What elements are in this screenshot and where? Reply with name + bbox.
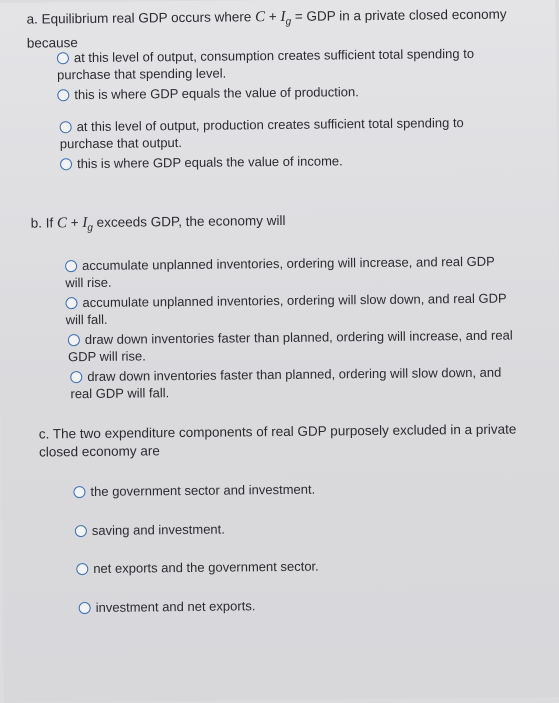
radio-button[interactable] <box>60 121 72 133</box>
radio-button[interactable] <box>79 602 91 614</box>
option-label: draw down inventories faster than planned, ordering will slow down, and real GDP will fall. <box>70 364 502 402</box>
radio-button[interactable] <box>76 563 88 575</box>
option-label: net exports and the government sector. <box>93 558 319 576</box>
option-c3[interactable] <box>76 556 516 578</box>
subscript-g: g <box>87 222 94 234</box>
var-i: I <box>280 8 286 25</box>
option-a1[interactable] <box>57 45 497 84</box>
radio-button[interactable] <box>68 334 80 346</box>
option-a4[interactable] <box>60 151 500 173</box>
question-b-suffix: exceeds GDP, the economy will <box>92 212 286 230</box>
radio-button[interactable] <box>57 52 69 64</box>
question-c <box>39 420 529 461</box>
option-label: saving and investment. <box>91 521 225 538</box>
option-b2[interactable] <box>65 290 515 329</box>
var-i: I <box>82 215 88 232</box>
option-label: this is where GDP equals the value of income. <box>76 153 343 172</box>
option-a3[interactable] <box>60 114 500 153</box>
plus-sign: + <box>66 215 83 231</box>
var-c: C <box>56 215 68 232</box>
radio-button[interactable] <box>75 525 87 537</box>
radio-button[interactable] <box>70 371 82 383</box>
option-label: accumulate unplanned inventories, ordering will increase, and real GDP will rise. <box>65 253 495 291</box>
option-c1[interactable] <box>73 479 513 501</box>
option-c2[interactable] <box>75 518 515 540</box>
subscript-g: g <box>285 16 292 28</box>
question-a-suffix: = GDP in a private closed economy because <box>26 6 507 51</box>
option-label: investment and net exports. <box>95 598 256 615</box>
radio-button[interactable] <box>60 158 72 170</box>
question-b-prefix: b. If <box>30 215 58 231</box>
question-c-text: c. The two expenditure components of real GDP purposely excluded in a private closed economy are <box>38 421 517 460</box>
option-b1[interactable] <box>65 253 510 292</box>
option-b3[interactable] <box>68 326 523 365</box>
radio-button[interactable] <box>65 260 77 272</box>
option-label: this is where GDP equals the value of production. <box>74 84 359 103</box>
question-b-text <box>31 210 511 239</box>
plus-sign: + <box>265 8 281 25</box>
option-a2[interactable] <box>57 82 497 104</box>
radio-button[interactable] <box>57 89 69 101</box>
question-a-prefix: a. Equilibrium real GDP occurs where <box>26 9 256 27</box>
option-label: at this level of output, production creates sufficient total spending to purchase that output. <box>59 115 464 152</box>
option-label: the government sector and investment. <box>90 481 316 499</box>
option-b4[interactable] <box>70 364 515 403</box>
option-c4[interactable] <box>79 595 519 617</box>
question-b <box>31 210 511 239</box>
var-c: C <box>255 9 266 26</box>
radio-button[interactable] <box>65 297 77 309</box>
radio-button[interactable] <box>73 486 85 498</box>
option-label: at this level of output, consumption creates sufficient total spending to purchase that spending level. <box>57 45 475 83</box>
option-label: draw down inventories faster than planned, ordering will increase, and real GDP will rise. <box>67 327 513 365</box>
option-label: accumulate unplanned inventories, ordering will slow down, and real GDP will fall. <box>65 290 507 328</box>
